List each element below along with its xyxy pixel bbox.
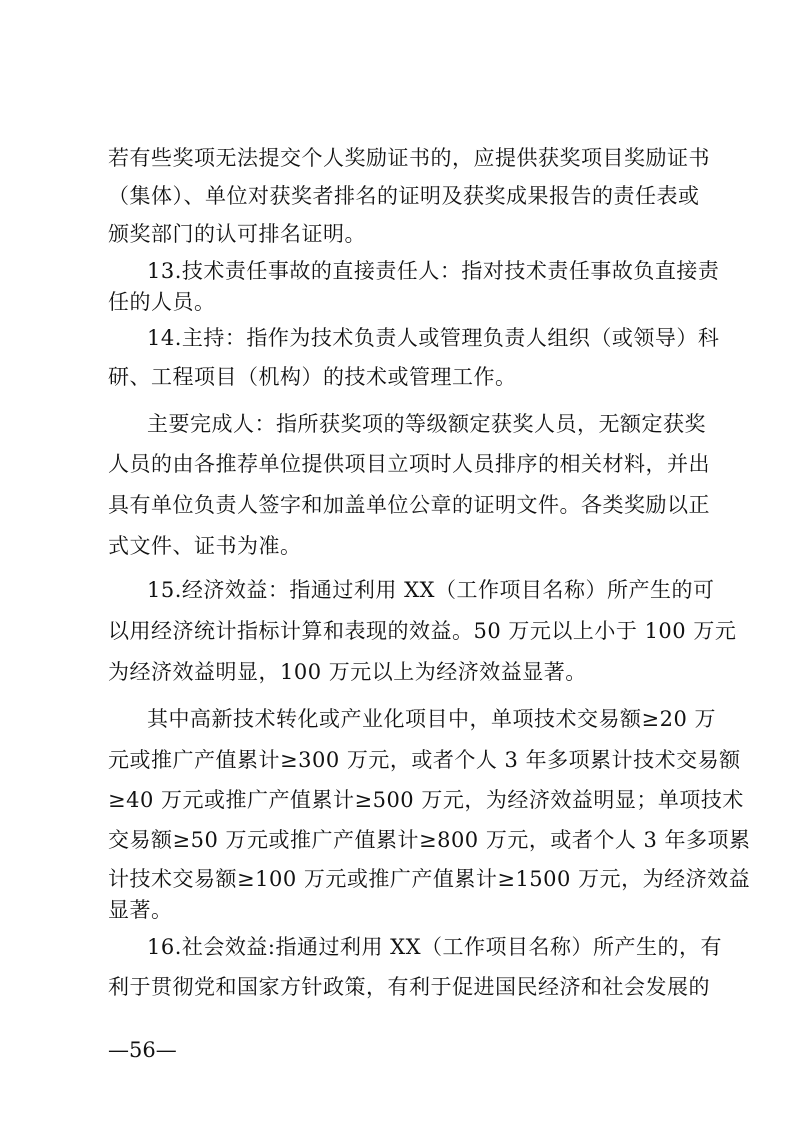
paragraph-line: 以用经济统计指标计算和表现的效益。50 万元以上小于 100 万元 xyxy=(108,619,737,643)
paragraph-line: （集体）、单位对获奖者排名的证明及获奖成果报告的责任表或 xyxy=(108,184,700,208)
page-number: —56— xyxy=(108,1038,177,1062)
paragraph-first-line: 16.社会效益:指通过利用 XX（工作项目名称）所产生的，有 xyxy=(147,935,723,959)
paragraph-line: 交易额≥50 万元或推广产值累计≥800 万元，或者个人 3 年多项累 xyxy=(108,828,751,852)
paragraph-line: 若有些奖项无法提交个人奖励证书的，应提供获奖项目奖励证书 xyxy=(108,146,710,170)
paragraph-first-line: 13.技术责任事故的直接责任人：指对技术责任事故负直接责 xyxy=(147,259,720,283)
paragraph-line: 式文件、证书为准。 xyxy=(108,534,302,558)
paragraph-line: 为经济效益明显，100 万元以上为经济效益显著。 xyxy=(108,660,587,684)
paragraph-first-line: 其中高新技术转化或产业化项目中，单项技术交易额≥20 万 xyxy=(147,707,716,731)
paragraph-line: 元或推广产值累计≥300 万元，或者个人 3 年多项累计技术交易额 xyxy=(108,748,741,772)
paragraph-line: 计技术交易额≥100 万元或推广产值累计≥1500 万元，为经济效益 xyxy=(108,867,751,891)
paragraph-line: 利于贯彻党和国家方针政策，有利于促进国民经济和社会发展的 xyxy=(108,975,710,999)
paragraph-line: ≥40 万元或推广产值累计≥500 万元，为经济效益明显；单项技术 xyxy=(108,788,744,812)
paragraph-line: 显著。 xyxy=(108,898,173,922)
paragraph-line: 颁奖部门的认可排名证明。 xyxy=(108,222,366,246)
paragraph-line: 任的人员。 xyxy=(108,290,216,314)
paragraph-line: 具有单位负责人签字和加盖单位公章的证明文件。各类奖励以正 xyxy=(108,493,710,517)
paragraph-line: 研、工程项目（机构）的技术或管理工作。 xyxy=(108,365,517,389)
paragraph-line: 人员的由各推荐单位提供项目立项时人员排序的相关材料，并出 xyxy=(108,452,710,476)
paragraph-first-line: 15.经济效益：指通过利用 XX（工作项目名称）所产生的可 xyxy=(147,578,715,602)
paragraph-first-line: 主要完成人：指所获奖项的等级额定获奖人员，无额定获奖 xyxy=(147,412,706,436)
paragraph-first-line: 14.主持：指作为技术负责人或管理负责人组织（或领导）科 xyxy=(147,326,720,350)
